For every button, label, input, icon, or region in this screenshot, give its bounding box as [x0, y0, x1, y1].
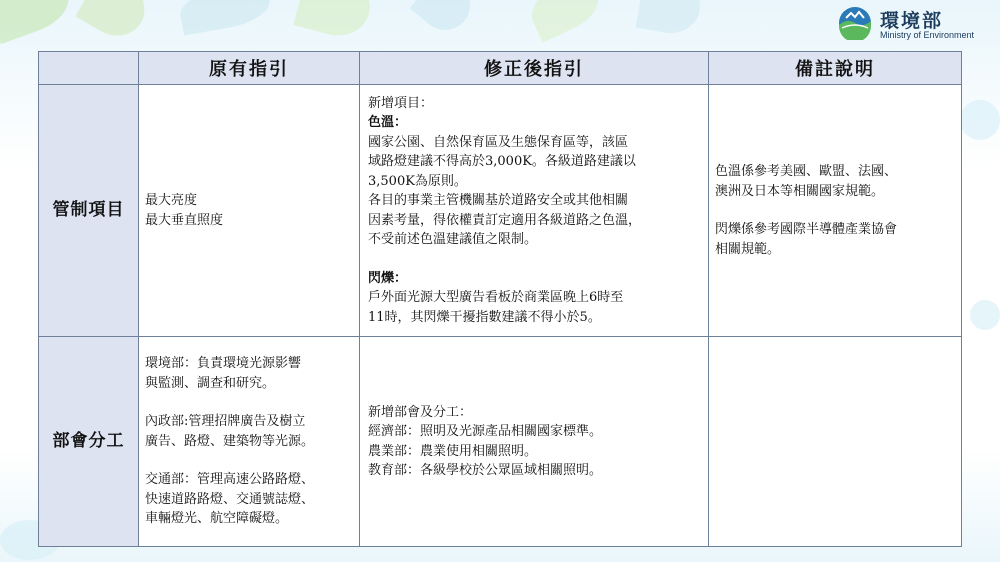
header-original: 原有指引 [139, 52, 360, 85]
text-line: 閃爍係參考國際半導體產業協會 [715, 222, 898, 237]
text-line: 因素考量，得依權責訂定適用各級道路之色溫， [368, 212, 642, 228]
decor-leaf [410, 0, 480, 40]
text-line: 車輛燈光、航空障礙燈。 [145, 511, 289, 527]
spacer [368, 250, 702, 269]
text-line: 澳洲及日本等相關國家規範。 [715, 183, 885, 199]
header-revised: 修正後指引 [360, 52, 709, 85]
notes-cell [709, 337, 962, 547]
guideline-table [38, 51, 962, 547]
text-line: 域路燈建議不得高於3,000K。各級道路建議以 [368, 154, 636, 170]
text-line: 國家公園、自然保育區及生態保育區等，該區 [368, 134, 629, 150]
text-line: 內政部:管理招牌廣告及樹立 [145, 414, 306, 430]
spacer [715, 201, 955, 220]
ministry-name-zh: 環境部 [880, 10, 944, 32]
text-line: 廣告、路燈、建築物等光源。 [145, 433, 315, 449]
header-notes: 備註說明 [709, 52, 962, 85]
table-row [39, 85, 962, 337]
text-line: 戶外面光源大型廣告看板於商業區晚上6時至 [368, 290, 624, 306]
decor-leaf [636, 0, 705, 38]
section-title: 閃爍： [368, 270, 408, 286]
text-line: 新增項目： [368, 95, 434, 111]
ministry-logo [838, 6, 998, 42]
header-corner [39, 52, 139, 85]
text-line: 教育部：各級學校於公眾區域相關照明。 [368, 463, 603, 478]
revised-cell [360, 85, 709, 337]
ministry-name-en: Ministry of Environment [880, 30, 975, 40]
spacer [145, 451, 353, 470]
text-line: 經濟部：照明及光源產品相關國家標準。 [368, 424, 603, 439]
decor-leaf [177, 0, 273, 36]
original-cell [139, 85, 360, 337]
ministry-emblem-icon [838, 6, 872, 40]
notes-cell [709, 85, 962, 337]
text-line: 最大垂直照度 [145, 212, 224, 228]
text-line: 最大亮度 [145, 193, 198, 208]
text-line: 環境部：負責環境光源影響 [145, 356, 302, 372]
decor-leaf [524, 0, 606, 43]
decor-leaf [75, 0, 154, 46]
table-header-row [39, 52, 962, 85]
spacer [145, 393, 353, 412]
row-label: 部會分工 [39, 337, 139, 547]
text-line: 農業部：農業使用相關照明。 [368, 443, 538, 459]
text-line: 色溫係參考美國、歐盟、法國、 [715, 164, 898, 179]
table-row [39, 337, 962, 547]
row-label: 管制項目 [39, 85, 139, 337]
decor-bokeh [960, 100, 1000, 140]
section-title: 色溫： [368, 115, 408, 131]
text-line: 11時，其閃爍干擾指數建議不得小於5。 [368, 309, 601, 325]
text-line: 與監測、調查和研究。 [145, 375, 276, 391]
text-line: 各目的事業主管機關基於道路安全或其他相關 [368, 193, 629, 209]
text-line: 新增部會及分工： [368, 404, 473, 420]
text-line: 3,500K為原則。 [368, 173, 467, 189]
decor-bokeh [970, 300, 1000, 330]
decor-leaf [293, 0, 376, 43]
original-cell [139, 337, 360, 547]
text-line: 相關規範。 [715, 241, 781, 257]
text-line: 快速道路路燈、交通號誌燈、 [145, 491, 315, 507]
revised-cell [360, 337, 709, 547]
decor-leaf [0, 0, 76, 44]
text-line: 不受前述色溫建議值之限制。 [368, 232, 538, 248]
text-line: 交通部：管理高速公路路燈、 [145, 472, 315, 488]
